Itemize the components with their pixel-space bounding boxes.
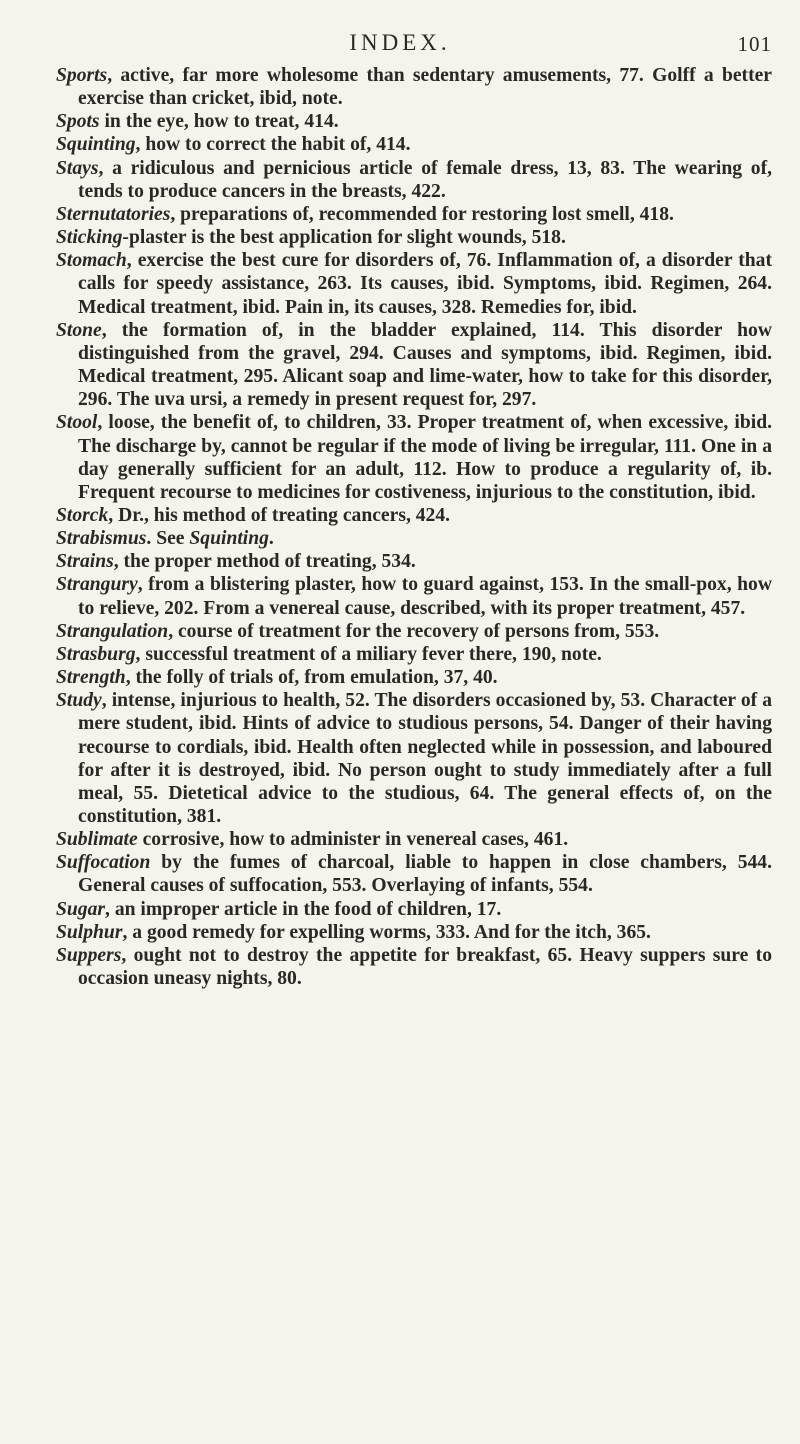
entry-headword: Stool bbox=[56, 412, 98, 434]
entry-text: , the formation of, in the bladder explained, 114. This disorder how distinguished from the gravel, 294. Causes and symptoms, ibid. Regimen, ibid. Medical treatment, 295. Alicant soap and lime-water, how to take for this disorder, 296. The uva ursi, a remedy in present request for, 297. bbox=[78, 319, 772, 411]
entry-text: , the proper method of treating, 534. bbox=[113, 551, 416, 573]
entry-headword: Study bbox=[56, 690, 102, 712]
entry-text: . See bbox=[146, 528, 190, 550]
entry-headword: Sublimate bbox=[56, 829, 138, 851]
entry-text: , loose, the benefit of, to children, 33. Proper treatment of, when excessive, ibid. The discharge by, cannot be regular if the mode of living be irregular, 111. One in a day generally sufficient for an adult, 112. How to produce a regularity of, ib. Frequent recourse to medicines for costiveness, injurious to the constitution, ibid. bbox=[78, 412, 772, 503]
index-entry bbox=[56, 643, 772, 666]
index-entry bbox=[56, 226, 772, 249]
entry-text: , Dr., his method of treating cancers, 424. bbox=[108, 504, 451, 526]
running-head bbox=[0, 30, 800, 60]
entry-headword: Storck bbox=[56, 504, 109, 526]
index-entry bbox=[56, 157, 772, 203]
entry-headword: Strength bbox=[56, 667, 126, 689]
page-number: 101 bbox=[737, 32, 772, 56]
entry-headword: Suffocation bbox=[56, 852, 151, 874]
entry-text: , a good remedy for expelling worms, 333. And for the itch, 365. bbox=[122, 921, 651, 943]
index-entry bbox=[56, 689, 772, 828]
entry-text: , an improper article in the food of children, 17. bbox=[105, 898, 502, 920]
index-entry bbox=[56, 504, 772, 527]
entry-text: by the fumes of charcoal, liable to happen in close chambers, 544. General causes of suffocation, 553. Overlaying of infants, 554. bbox=[78, 852, 772, 897]
entry-headword: Strains bbox=[56, 551, 114, 573]
entry-headword: Squinting bbox=[56, 134, 136, 156]
entry-text: , successful treatment of a miliary fever there, 190, note. bbox=[135, 643, 602, 665]
entry-text: , intense, injurious to health, 52. The disorders occasioned by, 53. Character of a mere student, ibid. Hints of advice to studious persons, 54. Danger of their having recourse to cordials, ibid. Health often neglected while in possession, and laboured for after it is destroyed, ibid. No person ought to study immediately after a full meal, 55. Dietetical advice to the studious, 64. The general effects of, on the constitution, 381. bbox=[78, 690, 772, 827]
index-entry bbox=[56, 828, 772, 851]
index-entry bbox=[56, 319, 772, 412]
entry-headword: Strangulation bbox=[56, 620, 169, 642]
index-entry bbox=[56, 921, 772, 944]
running-title: INDEX. bbox=[349, 30, 451, 55]
entry-text: , active, far more wholesome than sedentary amusements, 77. Golff a better exercise than cricket, ibid, note. bbox=[78, 65, 772, 110]
index-entries bbox=[56, 64, 772, 990]
index-entry bbox=[56, 666, 772, 689]
index-entry bbox=[56, 527, 772, 550]
index-entry bbox=[56, 133, 772, 156]
entry-headword: Spots bbox=[56, 111, 100, 133]
index-entry bbox=[56, 110, 772, 133]
entry-headword: Stone bbox=[56, 319, 102, 341]
entry-text: , a ridiculous and pernicious article of female dress, 13, 83. The wearing of, tends to produce cancers in the breasts, 422. bbox=[78, 157, 772, 202]
entry-text: -plaster is the best application for slight wounds, 518. bbox=[122, 227, 566, 249]
index-entry bbox=[56, 249, 772, 318]
entry-headword: Sugar bbox=[56, 898, 106, 920]
entry-headword: Stays bbox=[56, 157, 99, 179]
index-entry bbox=[56, 573, 772, 619]
index-entry bbox=[56, 550, 772, 573]
entry-headword: Sternutatories bbox=[56, 203, 171, 225]
entry-headword: Stomach bbox=[56, 250, 127, 272]
index-entry bbox=[56, 411, 772, 504]
entry-headword: Sulphur bbox=[56, 921, 123, 943]
index-entry bbox=[56, 203, 772, 226]
index-entry bbox=[56, 851, 772, 897]
entry-text: , how to correct the habit of, 414. bbox=[135, 134, 411, 156]
entry-headword: Sports bbox=[56, 65, 108, 86]
entry-headword: Sticking bbox=[56, 227, 123, 249]
index-entry bbox=[56, 944, 772, 990]
index-entry bbox=[56, 64, 772, 110]
entry-headword: Suppers bbox=[56, 944, 122, 966]
entry-text: , preparations of, recommended for restoring lost smell, 418. bbox=[170, 203, 674, 225]
index-entry bbox=[56, 898, 772, 921]
entry-headword: Strangury bbox=[56, 574, 138, 596]
entry-headword: Strasburg bbox=[56, 643, 136, 665]
entry-text: , course of treatment for the recovery of persons from, 553. bbox=[168, 620, 660, 642]
entry-text: corrosive, how to administer in venereal cases, 461. bbox=[137, 829, 569, 851]
entry-text: , the folly of trials of, from emulation, 37, 40. bbox=[125, 667, 498, 689]
entry-headword: Strabismus bbox=[56, 528, 147, 550]
entry-text-tail: . bbox=[268, 528, 274, 550]
entry-text: , from a blistering plaster, how to guard against, 153. In the small-pox, how to relieve, 202. From a venereal cause, described, with its proper treatment, 457. bbox=[78, 574, 772, 619]
index-entry bbox=[56, 620, 772, 643]
entry-text: in the eye, how to treat, 414. bbox=[99, 111, 339, 133]
see-reference: Squinting bbox=[189, 528, 269, 550]
entry-text: , exercise the best cure for disorders of, 76. Inflammation of, a disorder that calls for speedy assistance, 263. Its causes, ibid. Symptoms, ibid. Regimen, 264. Medical treatment, ibid. Pain in, its causes, 328. Remedies for, ibid. bbox=[78, 250, 772, 318]
entry-text: , ought not to destroy the appetite for breakfast, 65. Heavy suppers sure to occasion uneasy nights, 80. bbox=[78, 944, 772, 990]
